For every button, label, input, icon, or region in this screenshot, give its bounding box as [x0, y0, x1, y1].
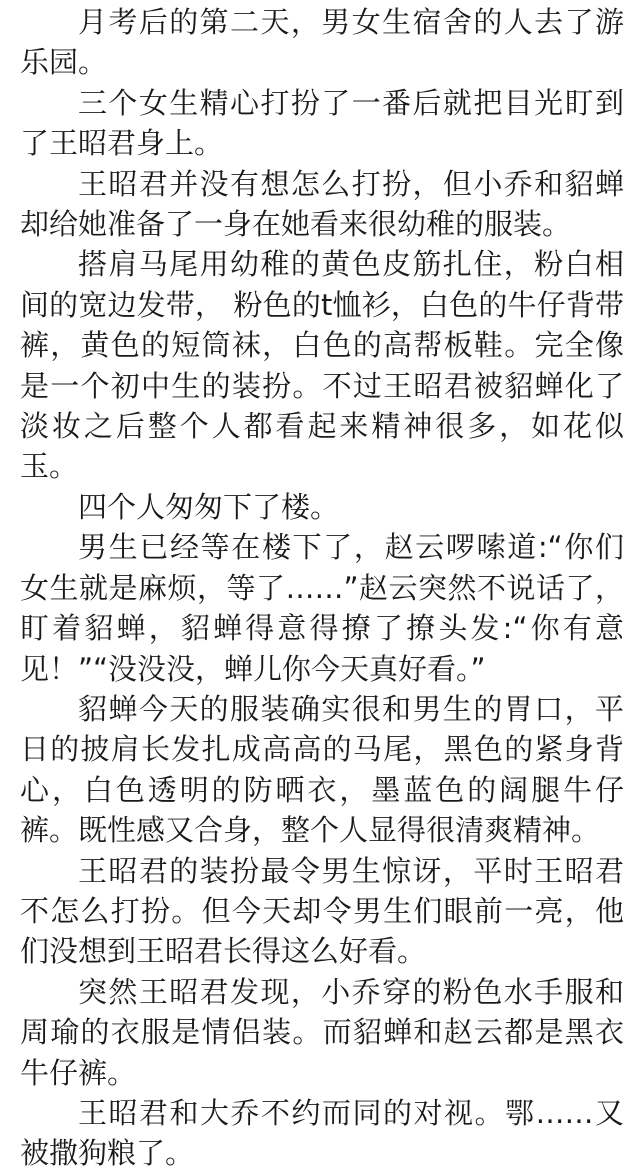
- paragraph-3: 王昭君并没有想怎么打扮，但小乔和貂蝉却给她准备了一身在她看来很幼稚的服装。: [20, 166, 624, 242]
- paragraph-2: 三个女生精心打扮了一番后就把目光盯到了王昭君身上。: [20, 85, 624, 161]
- paragraph-8: 王昭君的装扮最令男生惊讶，平时王昭君不怎么打扮。但今天却令男生们眼前一亮，他们没想到王昭君长得这么好看。: [20, 853, 624, 969]
- paragraph-1: 月考后的第二天，男女生宿舍的人去了游乐园。: [20, 5, 624, 80]
- paragraph-7: 貂蝉今天的服装确实很和男生的胃口，平日的披肩长发扎成高高的马尾，黑色的紧身背心，白色透明的防晒衣，墨蓝色的阔腿牛仔裤。既性感又合身，整个人显得很清爽精神。: [20, 691, 624, 848]
- paragraph-10: 王昭君和大乔不约而同的对视。鄂……又被撒狗粮了。: [20, 1095, 624, 1171]
- paragraph-9: 突然王昭君发现，小乔穿的粉色水手服和周瑜的衣服是情侣装。而貂蝉和赵云都是黑衣牛仔裤。: [20, 974, 624, 1090]
- paragraph-6: 男生已经等在楼下了，赵云啰嗦道:“你们女生就是麻烦，等了……”赵云突然不说话了，盯着貂蝉，貂蝉得意得撩了撩头发:“你有意见！”“没没没，蝉儿你今天真好看。”: [20, 530, 624, 686]
- paragraph-4: 搭肩马尾用幼稚的黄色皮筋扎住，粉白相间的宽边发带， 粉色的t恤衫，白色的牛仔背带裤，黄色的短筒袜，白色的高帮板鞋。完全像是一个初中生的装扮。不过王昭君被貂蝉化了淡妆之后整个人都看起来精神很多，如花似玉。: [20, 247, 624, 484]
- paragraph-5: 四个人匆匆下了楼。: [78, 489, 340, 524]
